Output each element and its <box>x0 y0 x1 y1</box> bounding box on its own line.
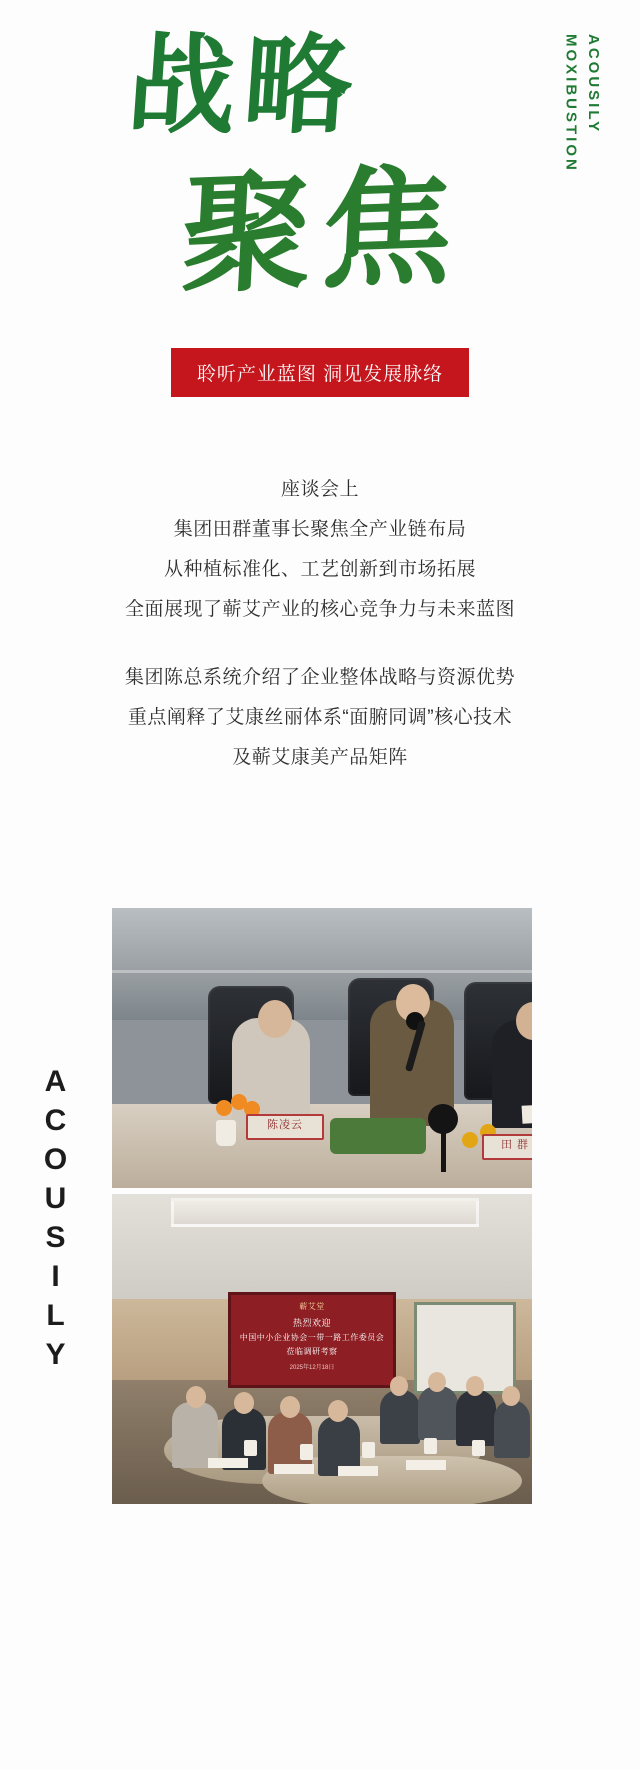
photo2-screen-org: 中国中小企业协会一带一路工作委员会 <box>239 1333 385 1342</box>
body-line: 座谈会上 <box>280 479 359 500</box>
photo1-cup <box>216 1120 236 1146</box>
photo2-attendee-head <box>502 1386 520 1406</box>
photo1-fruit <box>216 1100 232 1116</box>
hero-title-line1: 战略 <box>123 23 365 149</box>
photo2-led-screen <box>228 1292 396 1388</box>
photo2-attendee <box>456 1390 496 1446</box>
photo2-attendee-head <box>328 1400 348 1422</box>
side-brand-label: ACOUSILY <box>39 1065 72 1377</box>
banner-container <box>0 348 640 397</box>
photo2-document <box>274 1464 314 1474</box>
tagline-banner: 聆听产业蓝图 洞见发展脉络 <box>171 348 469 397</box>
photo2-cup <box>300 1444 313 1460</box>
photo2-cup <box>362 1442 375 1458</box>
photo-meeting-speaker <box>112 908 532 1188</box>
article-body <box>0 470 640 778</box>
photo2-ceiling-panel <box>171 1198 479 1227</box>
photo2-screen-logo: 蕲艾堂 <box>299 1302 325 1311</box>
photo1-desk-mic-head <box>428 1104 458 1134</box>
photo1-table-plant <box>330 1118 426 1154</box>
photo2-attendee-head <box>390 1376 408 1396</box>
photo2-cup <box>244 1440 257 1456</box>
body-line: 及蕲艾康美产品矩阵 <box>232 747 408 768</box>
photo-conference-room <box>112 1194 532 1504</box>
photo1-desk-mic-stand <box>441 1132 446 1172</box>
hero-english-line2: MOXIBUSTION <box>562 34 580 173</box>
hero-section <box>0 0 640 350</box>
photo1-nameplate-right: 田 群 <box>482 1134 532 1160</box>
body-line: 重点阐释了艾康丝丽体系“面腑同调”核心技术 <box>127 707 513 728</box>
photo1-attendee-head <box>258 1000 292 1038</box>
body-line: 从种植标准化、工艺创新到市场拓展 <box>163 559 476 580</box>
photo1-notebook <box>522 1102 532 1124</box>
photo2-cup <box>472 1440 485 1456</box>
body-line: 集团陈总系统介绍了企业整体战略与资源优势 <box>124 667 515 688</box>
photo2-attendee-head <box>234 1392 254 1414</box>
photo1-nameplate-left: 陈凌云 <box>246 1114 324 1140</box>
photo2-attendee <box>380 1390 420 1444</box>
hero-english-label <box>559 34 604 194</box>
photo2-attendee-head <box>466 1376 484 1396</box>
photo2-screen-subtitle: 莅临调研考察 <box>286 1347 338 1356</box>
photo2-document <box>208 1458 248 1468</box>
photo2-document <box>406 1460 446 1470</box>
photo2-document <box>338 1466 378 1476</box>
photo2-attendee-head <box>428 1372 446 1392</box>
body-line: 集团田群董事长聚焦全产业链布局 <box>173 519 467 540</box>
photo2-screen-welcome: 热烈欢迎 <box>292 1318 331 1328</box>
photo1-flower <box>462 1132 478 1148</box>
photo2-attendee <box>494 1400 530 1458</box>
photo2-attendee <box>418 1386 458 1440</box>
paragraph-spacer <box>0 630 640 658</box>
photo2-attendee-head <box>186 1386 206 1408</box>
photo2-ceiling <box>112 1194 532 1299</box>
hero-english-line1: ACOUSILY <box>585 34 602 135</box>
body-line: 全面展现了蕲艾产业的核心竞争力与未来蓝图 <box>124 599 515 620</box>
photo1-wall-line <box>112 970 532 973</box>
photo2-cup <box>424 1438 437 1454</box>
hero-title-line2: 聚焦 <box>177 149 467 312</box>
photo2-screen-date: 2025年12月18日 <box>289 1365 335 1371</box>
photo2-attendee-head <box>280 1396 300 1418</box>
